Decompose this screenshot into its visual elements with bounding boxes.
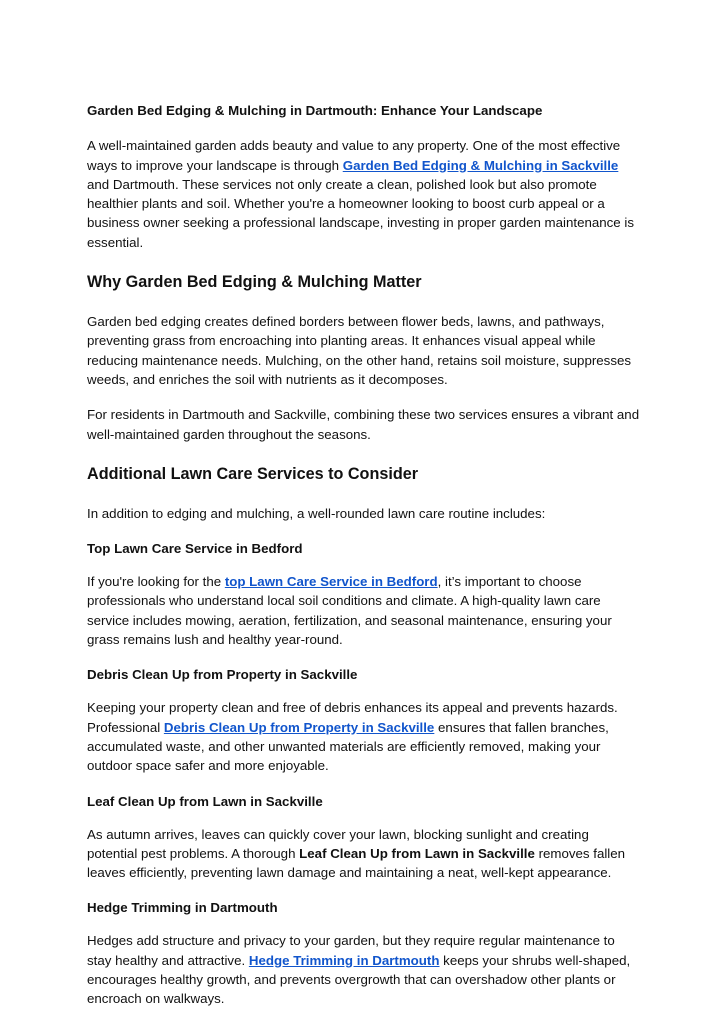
heading-additional-services: Additional Lawn Care Services to Consider bbox=[87, 464, 419, 483]
why-paragraph-1: Garden bed edging creates defined borders between flower beds, lawns, and pathways, preventing grass from encroaching into planting areas. It enhances visual appeal while reducing maintenance needs. Mulching, on the other hand, retains soil moisture, suppresses weeds, and enriches the soil with nutrients as it decomposes. bbox=[87, 314, 632, 387]
hedge-paragraph bbox=[87, 931, 640, 1008]
intro-text-before: A well-maintained garden adds beauty and value to any property. One of the most effective ways to improve your landscape is through bbox=[87, 138, 621, 173]
bedford-paragraph bbox=[87, 572, 640, 649]
hedge-text-before: Hedges add structure and privacy to your garden, but they require regular maintenance to stay healthy and attractive. bbox=[87, 933, 615, 968]
leaf-cleanup-bold: Leaf Clean Up from Lawn in Sackville bbox=[299, 845, 535, 861]
document-title: Garden Bed Edging & Mulching in Dartmouth: Enhance Your Landscape bbox=[87, 103, 543, 118]
link-garden-bed-edging-sackville[interactable]: Garden Bed Edging & Mulching in Sackville bbox=[342, 157, 619, 173]
link-debris-cleanup-sackville[interactable]: Debris Clean Up from Property in Sackville bbox=[163, 719, 435, 735]
hedge-text-after: keeps your shrubs well-shaped, encourages healthy growth, and prevents overgrowth that can overshadow other plants or encroach on walkways. bbox=[87, 952, 631, 1007]
heading-debris-cleanup: Debris Clean Up from Property in Sackville bbox=[87, 667, 358, 683]
additional-intro: In addition to edging and mulching, a well-rounded lawn care routine includes: bbox=[87, 505, 546, 521]
intro-paragraph bbox=[87, 136, 640, 252]
debris-text-after: ensures that fallen branches, accumulated waste, and other unwanted materials are efficiently removed, making your outdoor space safer and more enjoyable. bbox=[87, 719, 609, 774]
leaf-text-before: As autumn arrives, leaves can quickly cover your lawn, blocking sunlight and creating potential pest problems. A thorough bbox=[87, 826, 589, 861]
debris-paragraph bbox=[87, 698, 640, 775]
heading-hedge-trimming: Hedge Trimming in Dartmouth bbox=[87, 900, 278, 916]
link-hedge-trimming-dartmouth[interactable]: Hedge Trimming in Dartmouth bbox=[248, 952, 440, 968]
bedford-text-after: , it’s important to choose professionals who understand local soil conditions and climate. A high-quality lawn care service includes mowing, aeration, fertilization, and seasonal maintenance, ensuring your grass remains lush and healthy year-round. bbox=[87, 574, 612, 648]
heading-bedford-service: Top Lawn Care Service in Bedford bbox=[87, 541, 303, 557]
why-paragraph-2: For residents in Dartmouth and Sackville, combining these two services ensures a vibrant and well-maintained garden throughout the seasons. bbox=[87, 407, 640, 442]
heading-leaf-cleanup: Leaf Clean Up from Lawn in Sackville bbox=[87, 793, 323, 809]
intro-text-after: and Dartmouth. These services not only create a clean, polished look but also promote healthier plants and soil. Whether you're a homeowner looking to boost curb appeal or a business owner seeking a professional landscape, investing in proper garden maintenance is essential. bbox=[87, 176, 634, 250]
bedford-text-before: If you're looking for the bbox=[87, 574, 225, 590]
leaf-text-after: removes fallen leaves efficiently, preventing lawn damage and maintaining a neat, well-kept appearance. bbox=[87, 845, 626, 881]
leaf-paragraph bbox=[87, 825, 640, 883]
link-lawn-care-bedford[interactable]: top Lawn Care Service in Bedford bbox=[224, 574, 438, 590]
debris-text-before: Keeping your property clean and free of debris enhances its appeal and prevents hazards. Professional bbox=[87, 700, 618, 735]
heading-why-edging-mulching: Why Garden Bed Edging & Mulching Matter bbox=[87, 273, 422, 292]
